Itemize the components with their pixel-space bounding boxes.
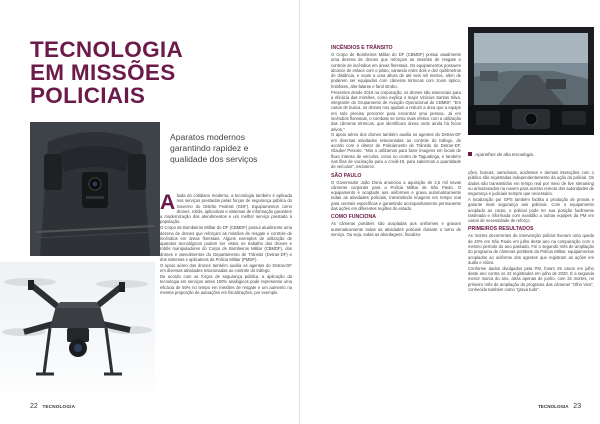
section-heading: COMO FUNCIONA [331,214,376,221]
page-footer-right [538,403,581,410]
page-footer-left [30,403,75,410]
article-title [30,38,210,107]
body-paragraph: De acordo com as forças de segurança pública, a aplicação da tecnologia em serviços antes 100% analógicos pode representar uma eficácia de 50% no tempo em missões de resgate e um aumento na mesma proporção de autuações em fiscalizações, por exemplo. [160,273,292,295]
body-paragraph: A localização por GPS também facilita a produção de provas e garante mais segurança aos policiais. Com o equipamento acoplado ao corpo, o policial pode ter sua posição facilmente rastreada e informada com exatidão a outras equipes da PM em casos de necessidade de reforço. [468,196,594,224]
subtitle-line: garantindo rapidez e [170,143,249,153]
title-line: POLICIAIS [30,83,146,108]
section-heading: SÃO PAULO [331,172,362,179]
body-paragraph: As câmeras portáteis são acopladas aos uniformes e gravam automaticamente todas as atividades policiais durante o turno de serviço. Ou seja, todas as abordagens, fiscaliza- [331,221,461,237]
title-line: EM MISSÕES [30,60,176,85]
body-paragraph: O apoio aéreo dos drones também auxilia os agentes do Detran-DF em diversas atividades relacionadas ao controle do tráfego. [160,262,292,274]
section-heading: INCÊNDIOS E TRÂNSITO [331,45,393,51]
dropcap: A [160,190,176,214]
right-body-column-1 [331,45,461,405]
body-paragraph: O apoio aéreo dos drones também auxilia os agentes do Detran-DF em diversas atividades relacionadas ao controle do tráfego, de acordo com o diretor de Policiamento de Trânsito do Detran-DF, Glauber Peixoto. "Nós o utilizamos para fazer imagens em locais de fluxo intenso de veículos, como no centro de Taguatinga, e também nas filas de vacinação para a covid-19, para sabermos a quantidade de veículos", esclarece. [331,132,461,170]
title-line: TECNOLOGIA [30,37,183,62]
body-paragraph: As mortes decorrentes de intervenção policial tiveram uma queda de 40% em São Paulo em julho deste ano na comparação com o mesmo período do ano passado. Foi o segundo mês de ampliação do programa de câmeras portáteis da Polícia Militar, equipamentos acoplados ao uniforme dos agentes que registram as ações em áudio e vídeo. [468,233,594,265]
section-label: TECNOLOGIA [42,404,76,409]
police-car-camera-photo [468,27,594,135]
drone-photo [0,262,155,402]
right-body-column-2 [468,170,594,405]
body-paragraph: ções, buscas, varreduras, acidentes e demais interações com o público são registradas independentemente da ação do policial. Os dados são transmitidos em tempo real por meio de live streaming ou armazenados na nuvem para acesso remoto dos autoridades de segurança e judiciais sempre que necessário. [468,170,594,197]
body-paragraph: Aliada do cotidiano moderno, a tecnologia também é aplicada nos serviços prestados pelas forças de segurança pública do Governo do Distrito Federal (GDF). Equipamentos como drones, robôs, aplicativos e sistemas de informação garantem a modernização dos atendimentos e um melhor serviço prestado à população. [160,190,292,225]
body-paragraph: O Corpo de Bombeiros Militar do DF (CBMDF) possui atualmente uma dezena de drones que reforçam as missões de resgate e controle de incêndios em áreas florestais. Alguns exemplos de utilização de aparatos tecnológicos podem ser vistos no trabalho dos drones e robôs manipuladores do Corpo de Bombeiros Militar (CBMDF), dos drones e atendimentos do Departamento de Trânsito (Detran-DF) e dos sistemas e aplicativos da Polícia Militar (PMDF). [160,225,292,263]
body-paragraph: Conforme dados divulgados pela PM, foram 25 casos em julho deste ano contra os 42 registrados em julho de 2020. É a segunda menor marca do ano, atrás apenas de junho, com 22 mortes, no primeiro mês de ampliação do programa das câmeras "Olho Vivo", conhecido também como "grava tudo". [468,265,594,292]
caption-marker [468,152,472,156]
subtitle-line: Aparatos modernos [170,132,245,142]
officer-bodycam-photo [30,122,160,256]
section-label: TECNOLOGIA [538,404,569,409]
page-number: 23 [573,403,582,410]
section-heading: PRIMEIROS RESULTADOS [468,226,534,233]
right-page [300,0,600,424]
left-body-column [160,190,292,405]
article-subtitle [170,132,290,165]
photo-caption: Aparelhos de alta tecnologia. [475,152,535,157]
body-paragraph: Presentes desde 2018 na corporação, os drones são essenciais para a eficácia das missões, como explica o major Vinícius Santos Silva, integrante do Grupamento de Aviação Operacional do CBMDF. "Em casos de busca, os drones nos ajudam a reduzir a área que a equipe em solo precisa percorrer para encontrar uma pessoa. Já em incêndios florestais, o combate se torna mais efetivo com a utilização das câmeras térmicas, que identificam áreas onde ainda há focos ativos." [331,89,461,132]
body-paragraph: O Corpo de Bombeiros Militar do DF (CBMDF) possui atualmente uma dezena de drones que reforçam as missões de resgate e controle de incêndios em áreas florestais. Os equipamentos possuem alcance de enlace com o piloto, variando entre dois e dez quilômetros de distância, e voam a uma altura de até seis mil metros, além de poderem ser equipados com câmeras térmicas com zoom óptico, holofotes, alto-falante e farol strobo. [331,52,461,89]
subtitle-line: qualidade dos serviços [170,154,258,164]
body-paragraph: O Governador João Doria anunciou a aquisição de 2,5 mil novas câmeras corporais para a Polícia Militar de São Paulo. O equipamento é acoplado aos uniformes e grava automaticamente todas as atividades policiais, transmitindo imagens em tempo real para centrais específicas e garantindo acompanhamento permanente das ações em diferentes regiões do estado. [331,179,461,212]
page-number: 22 [30,403,38,410]
